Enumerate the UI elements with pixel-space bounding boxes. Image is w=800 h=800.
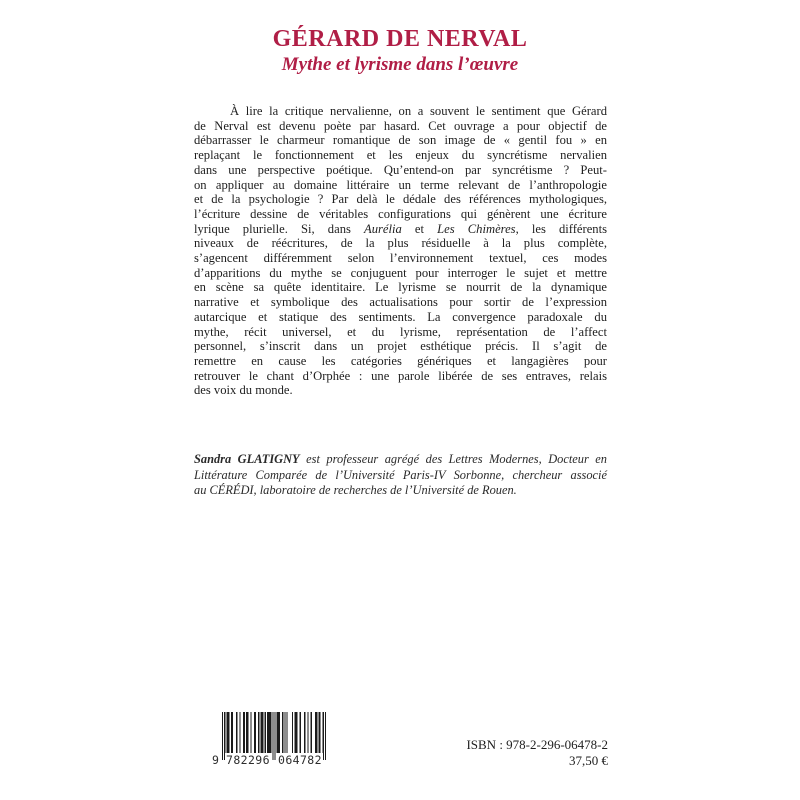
text-line: et de la psychologie ? Par delà le dédale des références mythologiques, bbox=[194, 192, 607, 207]
text-line: s’agencent différemment selon l’environnement textuel, ces modes bbox=[194, 251, 607, 266]
text-line: des voix du monde. bbox=[194, 383, 293, 398]
text-line: on appliquer au domaine littéraire un terme relevant de l’anthropologie bbox=[194, 177, 607, 192]
author-bio bbox=[194, 452, 607, 499]
synopsis-paragraph bbox=[194, 104, 607, 398]
text-line: lyrique plurielle. Si, dans Aurélia et Les Chimères, les différents bbox=[194, 221, 608, 236]
text-line: À lire la critique nervalienne, on a souvent le sentiment que Gérard bbox=[230, 104, 607, 118]
book-title: GÉRARD DE NERVAL bbox=[272, 26, 528, 52]
text-line: débarrasser le charmeur romantique de son image de « gentil fou » en bbox=[194, 133, 607, 148]
text-line: d’apparitions du mythe se conjuguent pour interroger le sujet et mettre bbox=[194, 265, 607, 280]
text-line: autarcique et statique des sentiments. La convergence paradoxale du bbox=[194, 309, 607, 324]
text-line: Littérature Comparée de l’Université Paris-IV Sorbonne, chercheur associé bbox=[194, 467, 607, 482]
text-line: en scène sa quête identitaire. Le lyrisme se nourrit de la dynamique bbox=[194, 280, 607, 295]
barcode-digit-group1: 782296 bbox=[226, 753, 270, 767]
book-subtitle: Mythe et lyrisme dans l’œuvre bbox=[281, 54, 519, 75]
text-line: au CÉRÉDI, laboratoire de recherches de l’Université de Rouen. bbox=[194, 483, 517, 498]
isbn-text: ISBN : 978-2-296-06478-2 bbox=[466, 737, 608, 752]
text-line: replaçant le fonctionnement et les enjeux du syncrétisme nervalien bbox=[194, 148, 607, 163]
text-line: narrative et symbolique des actualisations pour sortir de l’expression bbox=[194, 295, 607, 310]
text-line: personnel, s’inscrit dans un projet esthétique précis. Il s’agit de bbox=[194, 339, 607, 354]
barcode-digits bbox=[211, 753, 329, 768]
text-line: mythe, récit universel, et du lyrisme, représentation de l’affect bbox=[194, 324, 607, 339]
text-line: l’écriture dessine de véritables configurations qui génèrent une écriture bbox=[194, 206, 607, 221]
price-text: 37,50 € bbox=[569, 753, 608, 768]
text-line: retrouver le chant d’Orphée : une parole libérée de ses entraves, relais bbox=[194, 368, 607, 383]
text-line: de Nerval est devenu poète par hasard. Cet ouvrage a pour objectif de bbox=[194, 118, 607, 133]
text-line: niveaux de réécritures, de la plus résiduelle à la plus complète, bbox=[194, 236, 607, 251]
text-line: remettre en cause les catégories génériques et langagières pour bbox=[194, 353, 607, 368]
ean13-barcode bbox=[212, 712, 326, 770]
barcode-digit-group2: 064782 bbox=[278, 753, 322, 767]
text-line: Sandra GLATIGNY est professeur agrégé des Lettres Modernes, Docteur en bbox=[194, 452, 607, 466]
barcode-digit-first: 9 bbox=[212, 753, 219, 767]
isbn-price-block bbox=[408, 737, 608, 769]
text-line: dans une perspective poétique. Qu’entend-on par syncrétisme ? Peut- bbox=[194, 162, 607, 177]
